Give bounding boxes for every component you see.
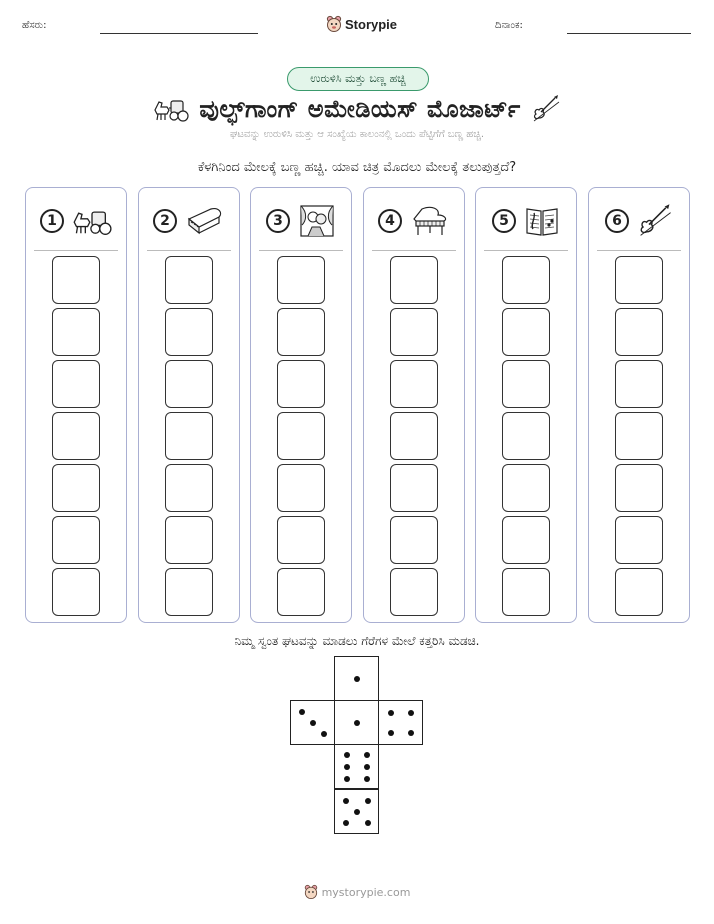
color-box[interactable] — [52, 412, 100, 460]
column-number: 6 — [605, 209, 629, 233]
column-header — [139, 198, 239, 244]
pip — [388, 710, 394, 716]
column-divider — [259, 250, 343, 251]
column-number: 3 — [266, 209, 290, 233]
color-box[interactable] — [277, 568, 325, 616]
storypie-mascot-icon — [304, 884, 318, 900]
die-face-5 — [334, 789, 379, 834]
pip — [354, 809, 360, 815]
pip — [321, 731, 327, 737]
column-header — [26, 198, 126, 244]
color-box[interactable] — [502, 464, 550, 512]
violin-icon — [637, 203, 673, 239]
pip — [365, 820, 371, 826]
pip — [354, 720, 360, 726]
color-box[interactable] — [52, 568, 100, 616]
color-box[interactable] — [502, 412, 550, 460]
color-box[interactable] — [52, 360, 100, 408]
color-box[interactable] — [52, 464, 100, 512]
column-header — [364, 198, 464, 244]
die-face-3 — [290, 700, 335, 745]
color-box[interactable] — [390, 568, 438, 616]
brand-logo — [326, 15, 397, 33]
color-box[interactable] — [615, 516, 663, 564]
color-box[interactable] — [52, 308, 100, 356]
color-box[interactable] — [277, 464, 325, 512]
color-box[interactable] — [502, 516, 550, 564]
color-box[interactable] — [165, 256, 213, 304]
color-box[interactable] — [165, 308, 213, 356]
color-box[interactable] — [165, 568, 213, 616]
column-number: 5 — [492, 209, 516, 233]
subtitle: ಘಟವನ್ನು ಉರುಳಿಸಿ ಮತ್ತು ಆ ಸಂಖ್ಯೆಯ ಕಾಲಂನಲ್ಲಿ ಒಂದು ಪೆಟ್ಟಿಗೆಗೆ ಬಣ್ಣ ಹಚ್ಚಿ. — [229, 129, 485, 140]
harpsichord-icon — [185, 205, 225, 237]
column-header — [476, 198, 576, 244]
color-box[interactable] — [390, 360, 438, 408]
color-box[interactable] — [165, 412, 213, 460]
column-divider — [372, 250, 456, 251]
color-box[interactable] — [390, 516, 438, 564]
color-box[interactable] — [277, 360, 325, 408]
die-face-6 — [334, 744, 379, 789]
die-face-4 — [378, 700, 423, 745]
column-header — [251, 198, 351, 244]
horse-carriage-icon — [153, 96, 189, 122]
pip — [364, 764, 370, 770]
pip — [343, 798, 349, 804]
activity-badge: ಉರುಳಿಸಿ ಮತ್ತು ಬಣ್ಣ ಹಚ್ಚಿ — [287, 67, 429, 91]
color-box[interactable] — [277, 412, 325, 460]
pip — [388, 730, 394, 736]
column-divider — [34, 250, 118, 251]
column-divider — [147, 250, 231, 251]
pip — [364, 752, 370, 758]
grand-piano-icon — [410, 205, 450, 237]
column-5 — [475, 187, 577, 623]
die-face-1 — [334, 700, 379, 745]
pip — [299, 709, 305, 715]
color-box[interactable] — [502, 308, 550, 356]
color-box[interactable] — [615, 464, 663, 512]
theater-poster-icon — [298, 203, 336, 239]
pip — [310, 720, 316, 726]
color-box[interactable] — [502, 256, 550, 304]
die-face-1 — [334, 656, 379, 701]
color-box[interactable] — [615, 256, 663, 304]
color-box[interactable] — [52, 256, 100, 304]
color-box[interactable] — [615, 568, 663, 616]
color-box[interactable] — [390, 308, 438, 356]
column-number: 4 — [378, 209, 402, 233]
pip — [344, 776, 350, 782]
name-line[interactable] — [100, 33, 258, 34]
footer-url[interactable]: mystorypie.com — [321, 885, 411, 899]
title-row — [0, 92, 714, 126]
column-header — [589, 198, 689, 244]
color-box[interactable] — [277, 256, 325, 304]
pip — [365, 798, 371, 804]
color-box[interactable] — [165, 464, 213, 512]
footer — [0, 884, 714, 900]
color-box[interactable] — [615, 360, 663, 408]
pip — [408, 710, 414, 716]
color-box[interactable] — [615, 412, 663, 460]
date-label: ದಿನಾಂಕ: — [495, 20, 523, 31]
sheet-music-icon — [524, 205, 560, 237]
column-2 — [138, 187, 240, 623]
storypie-mascot-icon — [326, 15, 342, 33]
column-1 — [25, 187, 127, 623]
pip — [344, 764, 350, 770]
page-title: ವುಲ್ಫ್‌ಗಾಂಗ್ ಅಮೇಡಿಯಸ್ ಮೊಜಾರ್ಟ್ — [199, 95, 521, 123]
cut-fold-instruction: ನಿಮ್ಮ ಸ್ವಂತ ಘಟವನ್ನು ಮಾಡಲು ಗೆರೆಗಳ ಮೇಲೆ ಕತ್ತರಿಸಿ ಮಡಚಿ. — [234, 634, 480, 648]
column-number: 2 — [153, 209, 177, 233]
color-box[interactable] — [165, 516, 213, 564]
column-divider — [484, 250, 568, 251]
column-6 — [588, 187, 690, 623]
question: ಕೆಳಗಿನಿಂದ ಮೇಲಕ್ಕೆ ಬಣ್ಣ ಹಚ್ಚಿ. ಯಾವ ಚಿತ್ರ ಮೊದಲು ಮೇಲಕ್ಕೆ ತಲುಪುತ್ತದೆ? — [197, 160, 517, 175]
brand-name: Storypie — [345, 16, 398, 32]
pip — [364, 776, 370, 782]
color-box[interactable] — [390, 412, 438, 460]
pip — [354, 676, 360, 682]
column-number: 1 — [40, 209, 64, 233]
pip — [344, 752, 350, 758]
column-3 — [250, 187, 352, 623]
header — [0, 14, 714, 38]
color-box[interactable] — [390, 464, 438, 512]
color-box[interactable] — [615, 308, 663, 356]
pip — [408, 730, 414, 736]
color-box[interactable] — [502, 360, 550, 408]
color-box[interactable] — [165, 360, 213, 408]
date-line[interactable] — [567, 33, 691, 34]
color-box[interactable] — [277, 516, 325, 564]
horse-carriage-icon — [72, 206, 112, 236]
name-label: ಹೆಸರು: — [22, 20, 47, 31]
column-4 — [363, 187, 465, 623]
color-box[interactable] — [390, 256, 438, 304]
color-box[interactable] — [52, 516, 100, 564]
color-box[interactable] — [277, 308, 325, 356]
color-box[interactable] — [502, 568, 550, 616]
column-divider — [597, 250, 681, 251]
pip — [343, 820, 349, 826]
violin-icon — [531, 94, 561, 124]
